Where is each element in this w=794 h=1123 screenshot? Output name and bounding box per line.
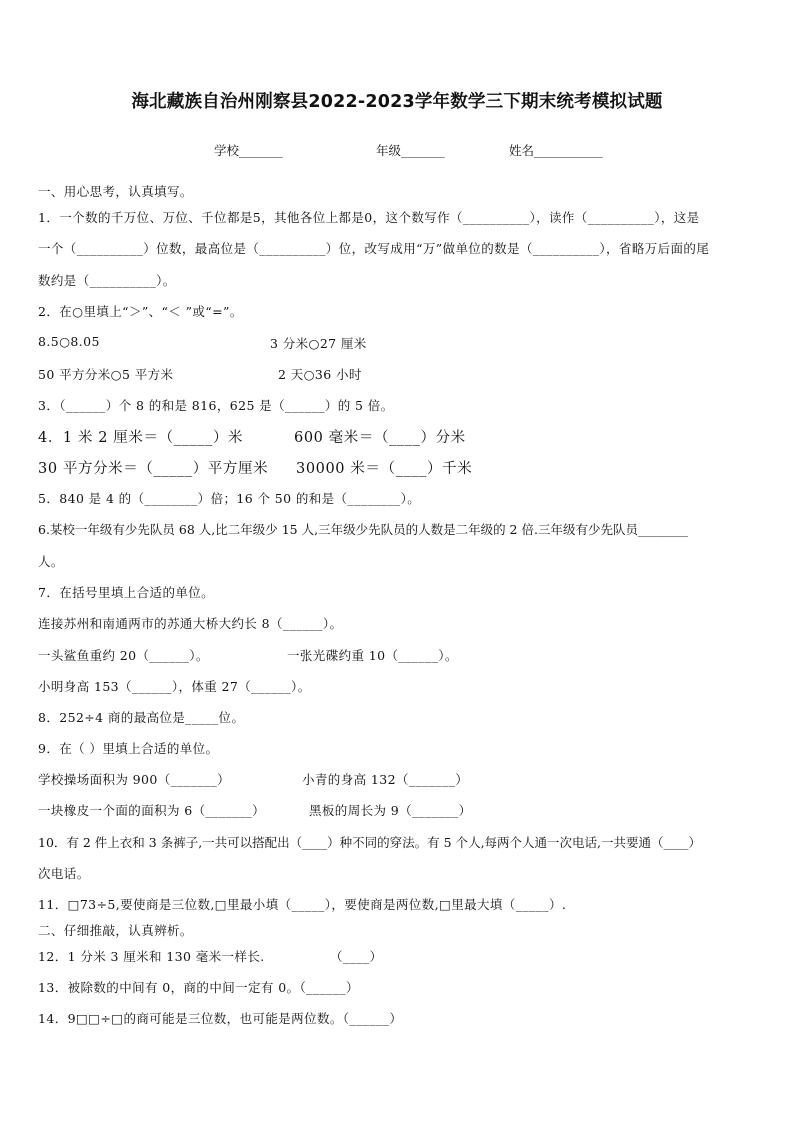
question-9-item-c: 一块橡皮一个面的面积为 6（_______） bbox=[38, 803, 265, 818]
question-4-item-a: 4．1 米 2 厘米＝（_____）米 bbox=[38, 430, 244, 446]
question-2-item-a: 8.5○8.05 bbox=[38, 334, 100, 349]
question-4-item-c: 30 平方分米＝（_____）平方厘米 bbox=[38, 461, 269, 477]
question-12: 12．1 分米 3 厘米和 130 毫米一样长. bbox=[38, 949, 265, 964]
question-1-line-1: 1．一个数的千万位、万位、千位都是5，其他各位上都是0，这个数写作（__________），读作（__________），这是 bbox=[38, 210, 700, 225]
question-11: 11．□73÷5,要使商是三位数,□里最小填（_____），要使商是两位数,□里最大填（_____）. bbox=[38, 897, 567, 912]
question-2-item-b: 3 分米○27 厘米 bbox=[270, 336, 367, 351]
question-7-item-a: 连接苏州和南通两市的苏通大桥大约长 8（______）。 bbox=[38, 616, 343, 631]
name-field: 姓名___________ bbox=[509, 143, 603, 158]
question-9-item-b: 小青的身高 132（_______） bbox=[302, 772, 469, 787]
question-12-answer: （____） bbox=[330, 949, 383, 964]
question-10-line-2: 次电话。 bbox=[38, 866, 90, 881]
question-3: 3．（______）个 8 的和是 816，625 是（______）的 5 倍。 bbox=[38, 398, 394, 413]
question-14: 14．9□□÷□的商可能是三位数，也可能是两位数。（______） bbox=[38, 1011, 403, 1026]
question-13: 13．被除数的中间有 0，商的中间一定有 0。（______） bbox=[38, 980, 359, 995]
school-field: 学校_______ bbox=[214, 143, 283, 158]
question-2-item-c: 50 平方分米○5 平方米 bbox=[38, 367, 174, 382]
section-heading-1: 一、用心思考，认真填写。 bbox=[38, 184, 193, 199]
question-9-item-d: 黑板的周长为 9（_______） bbox=[309, 803, 472, 818]
question-6-line-1: 6.某校一年级有少先队员 68 人,比二年级少 15 人,三年级少先队员的人数是二年级的 2 倍.三年级有少先队员________ bbox=[38, 522, 688, 537]
question-4-item-d: 30000 米＝（____）千米 bbox=[296, 461, 473, 477]
question-5: 5．840 是 4 的（________）倍；16 个 50 的和是（________）。 bbox=[38, 491, 421, 506]
question-7-item-d: 小明身高 153（______），体重 27（______）。 bbox=[38, 679, 311, 694]
question-6-line-2: 人。 bbox=[38, 554, 64, 569]
question-7-item-c: 一张光碟约重 10（______）。 bbox=[287, 648, 458, 663]
question-9-item-a: 学校操场面积为 900（_______） bbox=[38, 772, 231, 787]
question-2-item-d: 2 天○36 小时 bbox=[278, 367, 362, 382]
grade-field: 年级_______ bbox=[376, 143, 445, 158]
question-1-line-3: 数约是（__________）。 bbox=[38, 273, 176, 288]
question-7: 7．在括号里填上合适的单位。 bbox=[38, 585, 215, 600]
question-4-item-b: 600 毫米＝（____）分米 bbox=[294, 430, 466, 446]
question-2: 2．在○里填上“＞”、“＜ ”或“=”。 bbox=[38, 304, 243, 319]
question-10-line-1: 10．有 2 件上衣和 3 条裤子,一共可以搭配出（____）种不同的穿法。有 5 个人,每两个人通一次电话,一共要通（____） bbox=[38, 835, 702, 850]
question-7-item-b: 一头鲨鱼重约 20（______）。 bbox=[38, 648, 209, 663]
question-1-line-2: 一个（__________）位数，最高位是（__________）位，改写成用“万”做单位的数是（__________），省略万后面的尾 bbox=[38, 241, 710, 256]
question-9: 9．在（ ）里填上合适的单位。 bbox=[38, 741, 219, 756]
section-heading-2: 二、仔细推敲，认真辨析。 bbox=[38, 923, 193, 938]
question-8: 8．252÷4 商的最高位是_____位。 bbox=[38, 710, 245, 725]
page-title: 海北藏族自治州刚察县2022-2023学年数学三下期末统考模拟试题 bbox=[131, 92, 663, 112]
